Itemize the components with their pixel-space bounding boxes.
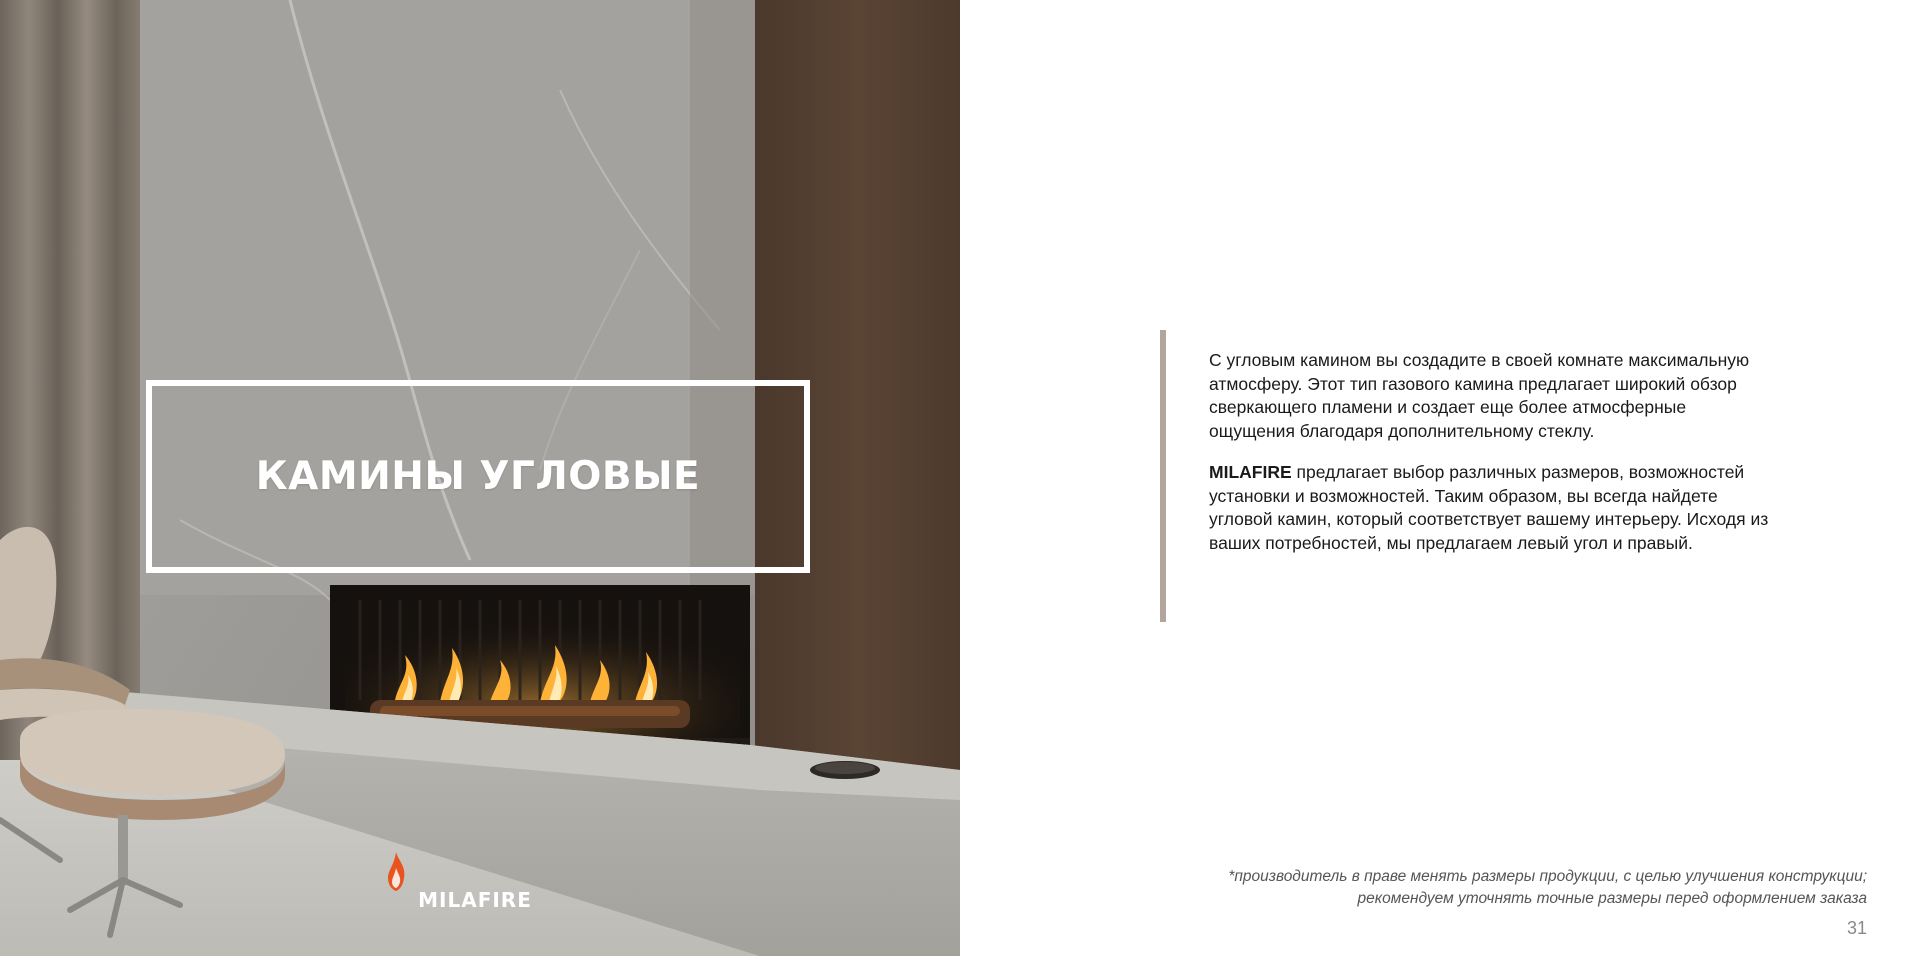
section-title: КАМИНЫ УГЛОВЫЕ <box>255 454 701 499</box>
accent-bar <box>1160 330 1166 622</box>
flame-icon <box>385 852 407 892</box>
milafire-logo <box>385 852 565 912</box>
description-paragraph-2 <box>1209 461 1769 555</box>
description-block <box>1209 349 1769 555</box>
footnote-line-2: рекомендуем уточнять точные размеры перед оформлением заказа <box>1357 890 1867 907</box>
brand-name: MILAFIRE <box>1209 462 1292 482</box>
description-paragraph-2-text: предлагает выбор различных размеров, возможностей установки и возможностей. Таким образом, вы всегда найдете угловой камин, который соответствует вашему интерьеру. Исходя из ваших потребностей, мы предлагаем левый угол и правый. <box>1209 462 1769 553</box>
footnote-line-1: *производитель в праве менять размеры продукции, с целью улучшения конструкции; <box>1228 868 1867 885</box>
section-title-frame <box>146 380 810 573</box>
logo-wordmark: MILAFIRE <box>418 888 532 912</box>
description-paragraph-1: С угловым камином вы создадите в своей комнате максимальную атмосферу. Этот тип газового камина предлагает широкий обзор сверкающего пламени и создает еще более атмосферные ощущения благодаря дополнительному стеклу. <box>1209 350 1750 441</box>
page-number: 31 <box>1846 918 1867 938</box>
disclaimer-footnote <box>967 866 1867 910</box>
